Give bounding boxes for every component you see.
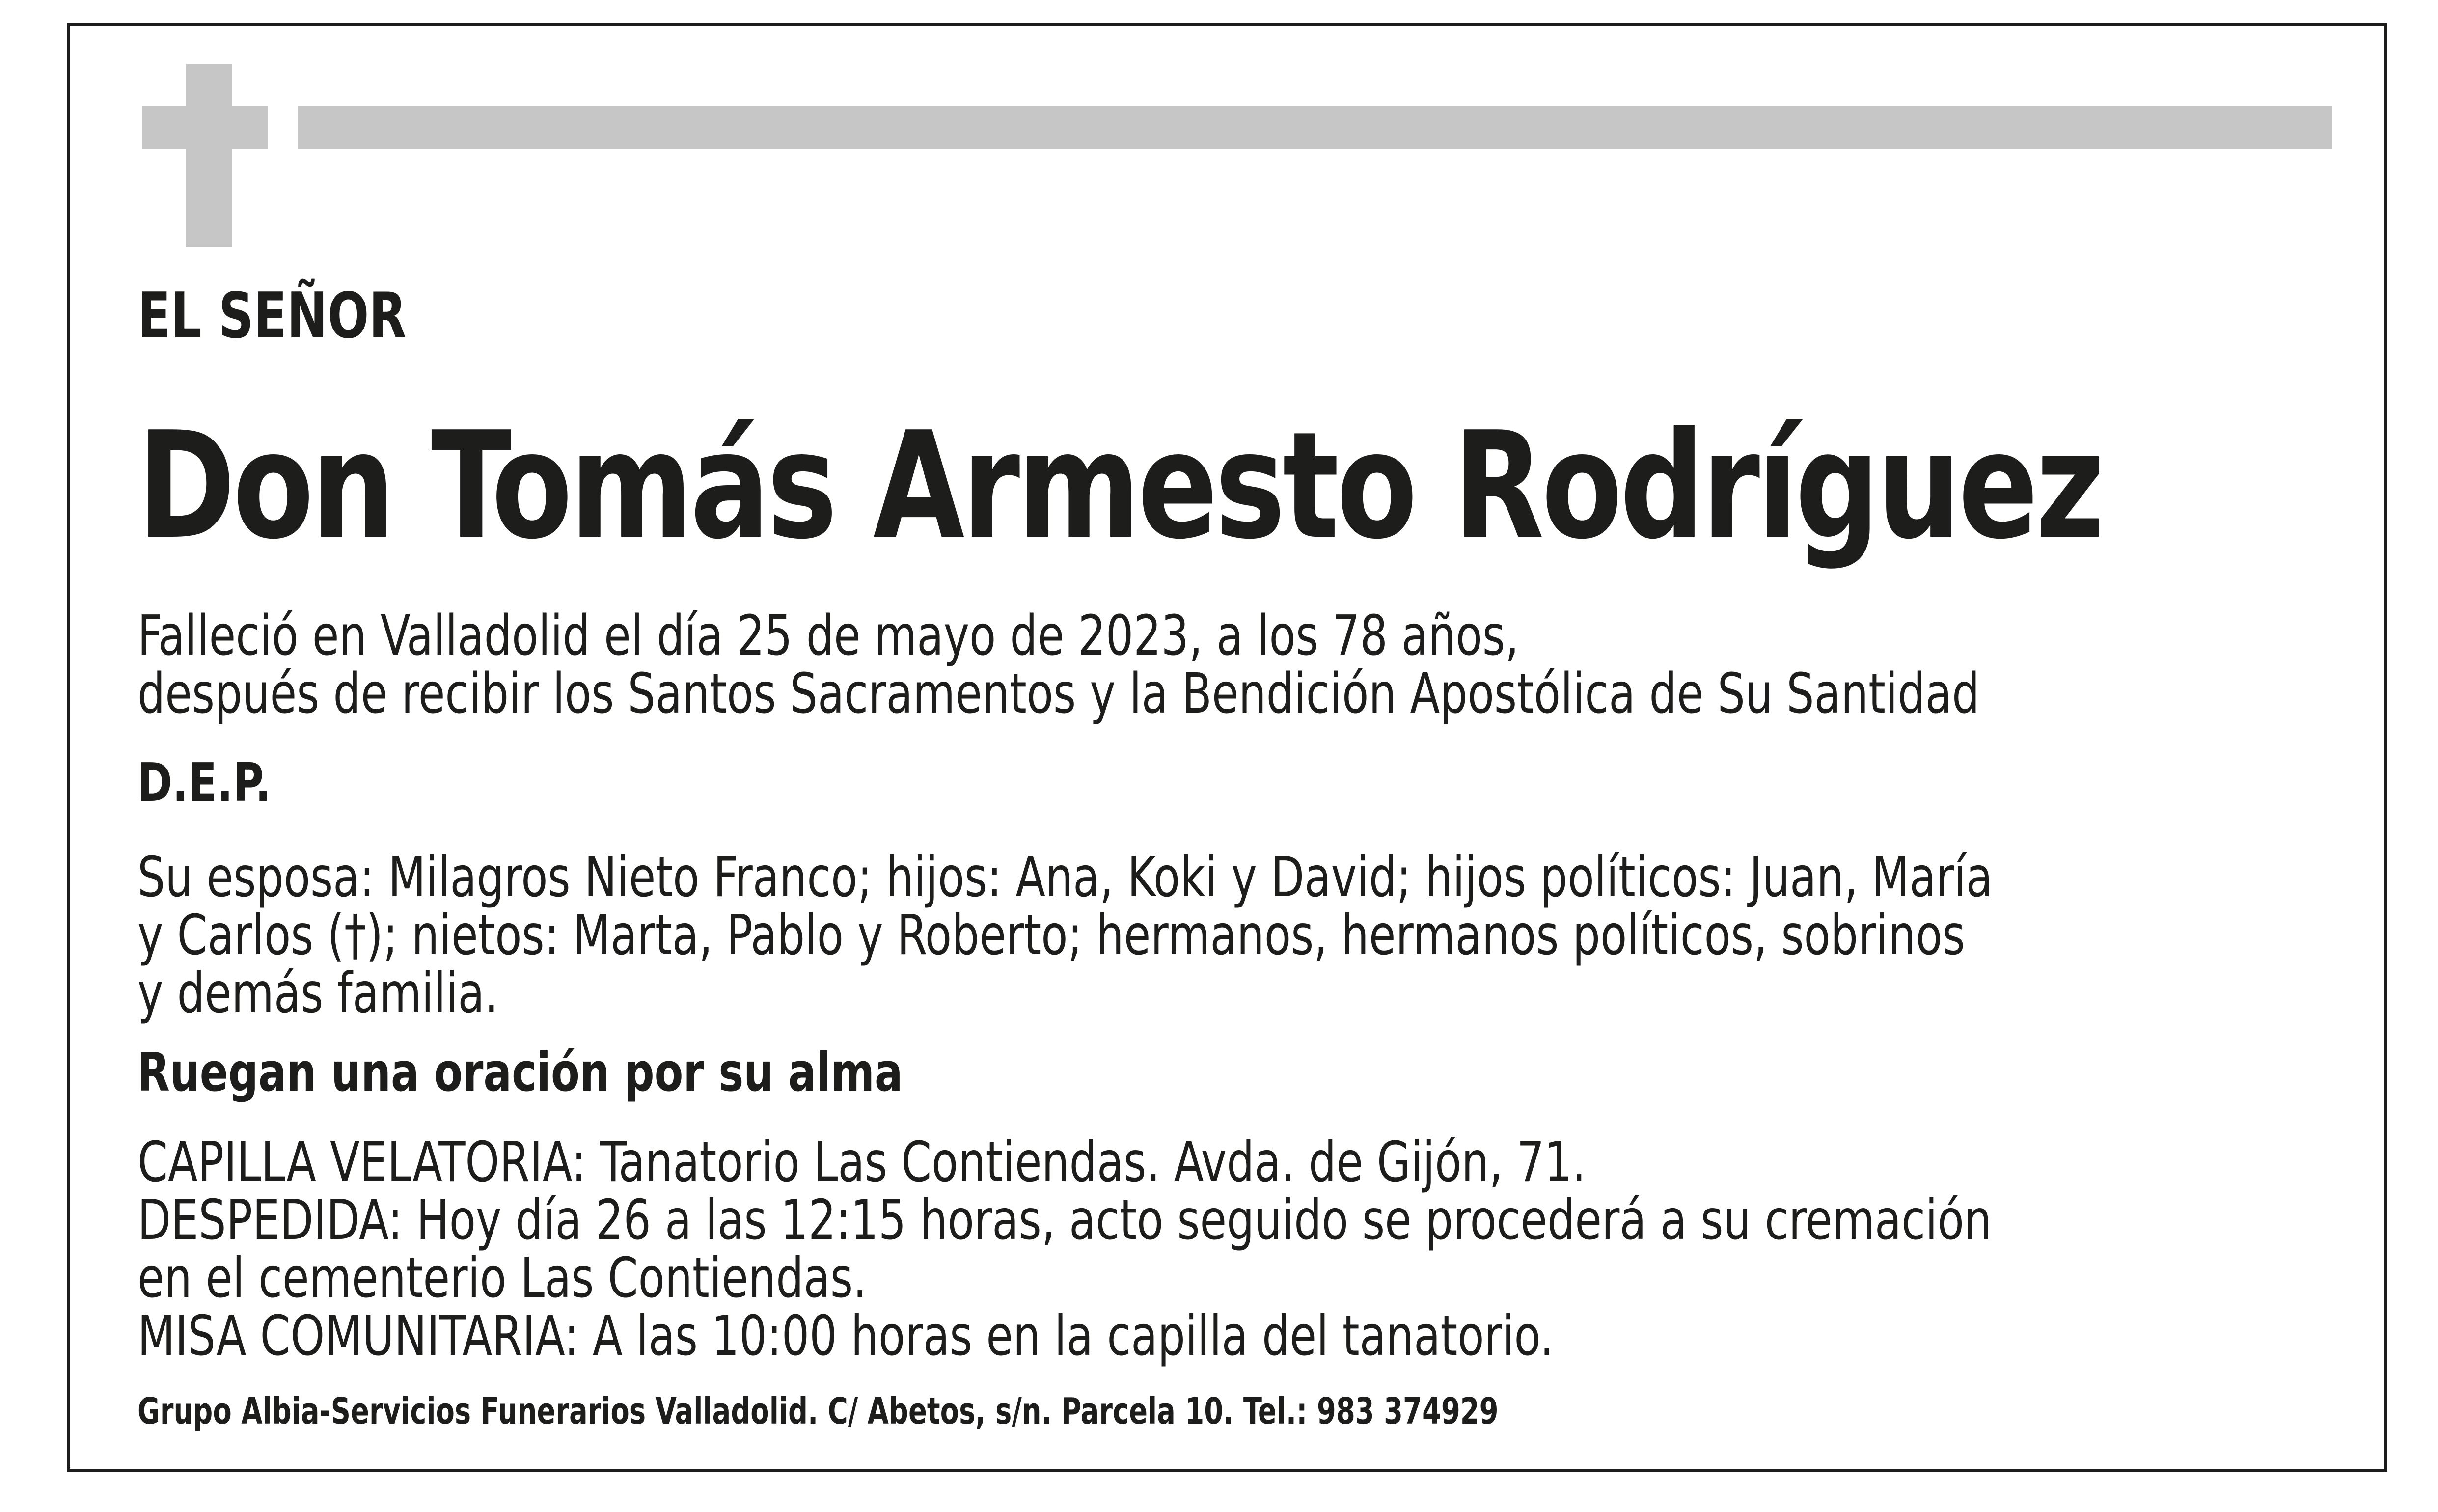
header-bar [298,106,2332,149]
service-line-3: en el cementerio Las Contiendas. [137,1246,867,1310]
family-line-2: y Carlos (†); nietos: Marta, Pablo y Roberto; hermanos, hermanos políticos, sobrinos [137,904,1965,967]
death-line-2: después de recibir los Santos Sacramentos y la Bendición Apostólica de Su Santidad [137,662,1980,726]
service-line-1: CAPILLA VELATORIA: Tanatorio Las Contiendas. Avda. de Gijón, 71. [137,1130,1586,1194]
notice-prefix: EL SEÑOR [137,279,407,353]
service-line-2: DESPEDIDA: Hoy día 26 a las 12:15 horas, acto seguido se procederá a su cremación [137,1188,1992,1252]
funeral-home-footer: Grupo Albia-Servicios Funerarios Valladolid. C/ Abetos, s/n. Parcela 10. Tel.: 983 374929 [137,1390,1499,1432]
service-line-4: MISA COMUNITARIA: A las 10:00 horas en la capilla del tanatorio. [137,1304,1554,1368]
prayer-request: Ruegan una oración por su alma [137,1042,903,1103]
deceased-name: Don Tomás Armesto Rodríguez [137,400,2102,572]
family-line-1: Su esposa: Milagros Nieto Franco; hijos: Ana, Koki y David; hijos políticos: Juan, María [137,846,1993,909]
cross-icon-arm [142,106,268,149]
cross-icon [186,64,232,247]
death-line-1: Falleció en Valladolid el día 25 de mayo de 2023, a los 78 años, [137,604,1519,668]
rip-label: D.E.P. [137,752,272,814]
family-line-3: y demás familia. [137,962,498,1025]
